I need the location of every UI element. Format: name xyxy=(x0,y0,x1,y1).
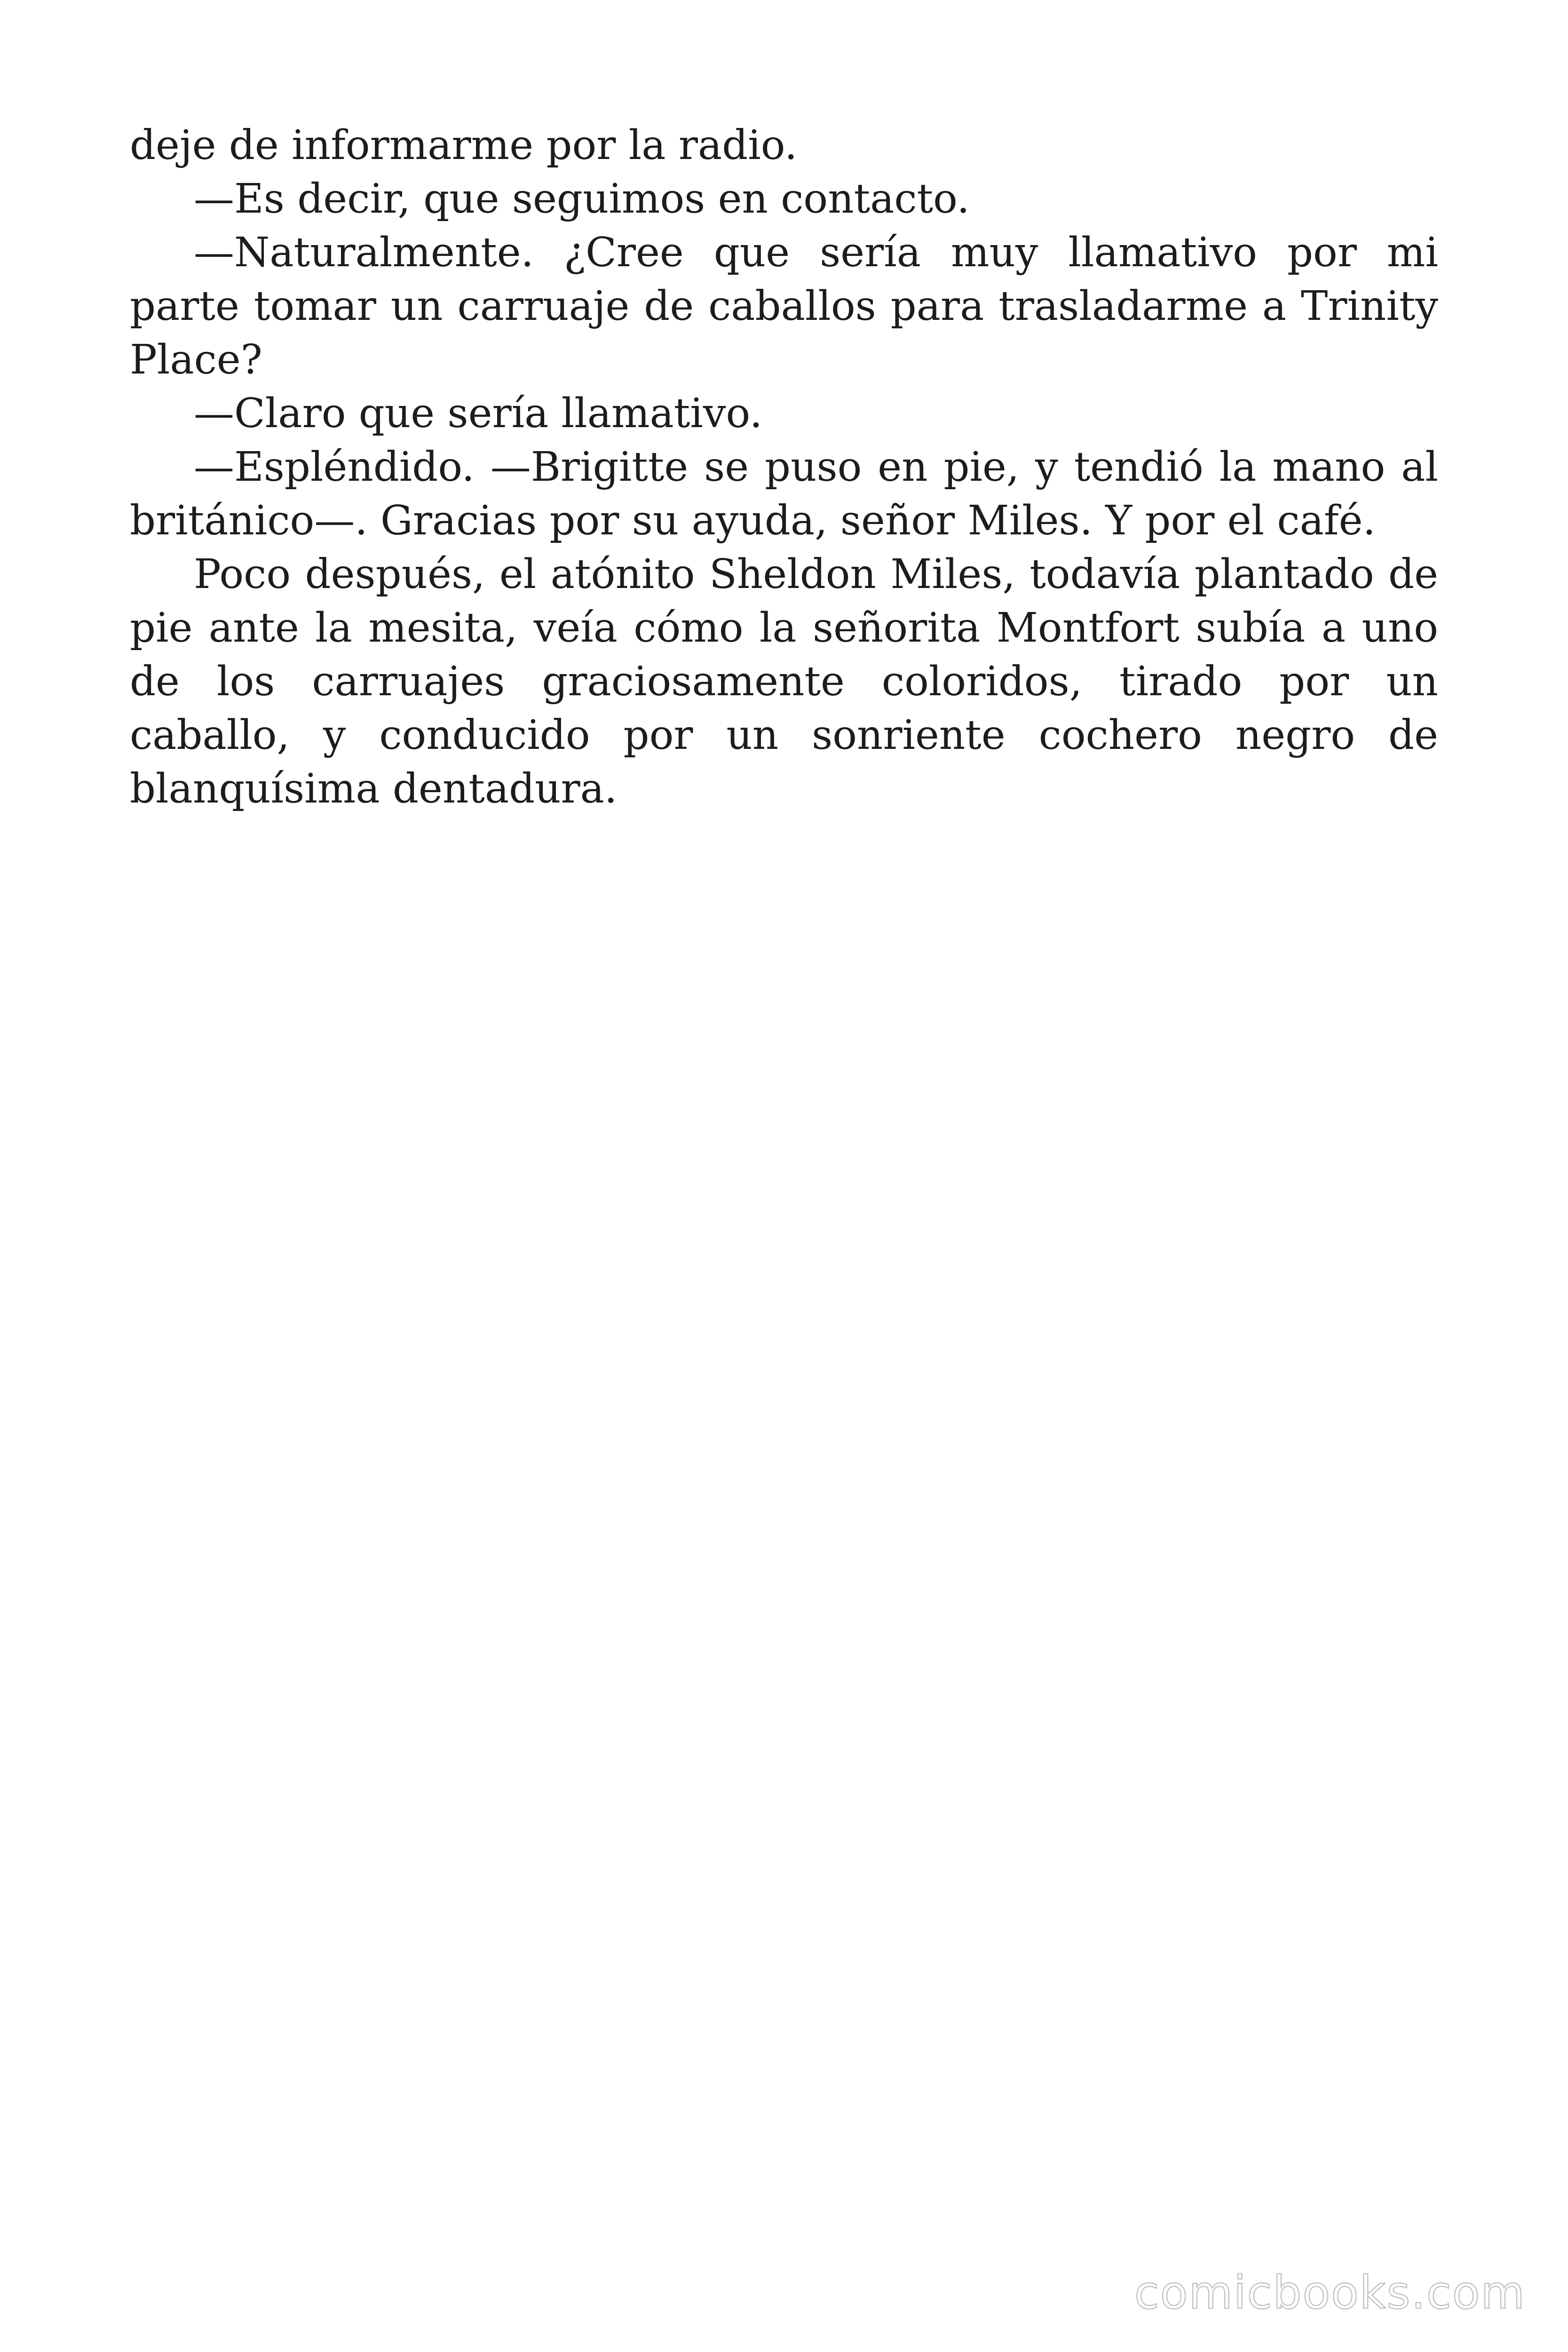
paragraph-2: —Es decir, que seguimos en contacto. xyxy=(194,175,970,222)
body-text xyxy=(130,119,1438,816)
paragraph-4: —Claro que sería llamativo. xyxy=(194,390,763,437)
paragraph-1: deje de informarme por la radio. xyxy=(130,122,798,169)
paragraph-6: Poco después, el atónito Sheldon Miles, todavía plantado de pie ante la mesita, veía cómo la señorita Montfort subía a uno de los carruajes graciosamente coloridos, tirado por un caballo, y conducido por un sonriente cochero negro de blanquísima dentadura. xyxy=(130,551,1438,812)
paragraph-3: —Naturalmente. ¿Cree que sería muy llamativo por mi parte tomar un carruaje de caballos para trasladarme a Trinity Place? xyxy=(130,229,1438,383)
paragraph-5: —Espléndido. —Brigitte se puso en pie, y tendió la mano al británico—. Gracias por su ayuda, señor Miles. Y por el café. xyxy=(130,444,1438,544)
watermark: comicbooks.com xyxy=(1134,2266,1526,2319)
